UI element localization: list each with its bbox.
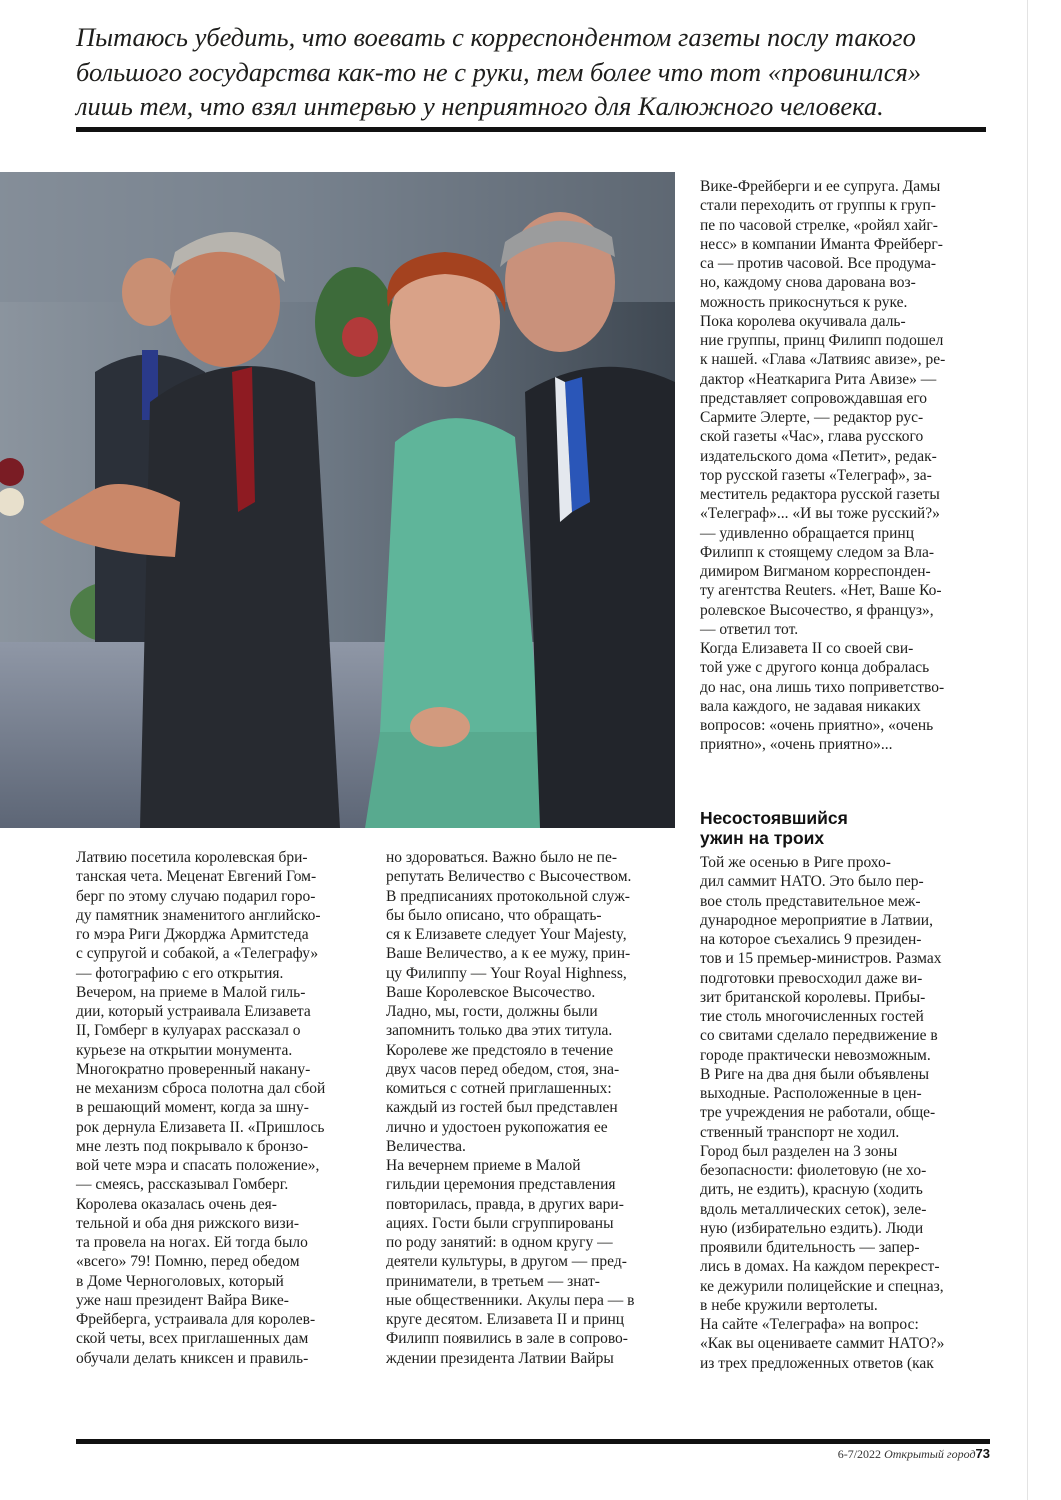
body-text-line: Вике-Фрейберги и ее супруга. Дамы bbox=[700, 178, 941, 195]
body-text-line: пе по часовой стрелке, «ройял хайг- bbox=[700, 216, 938, 234]
page-edge-strip bbox=[1027, 0, 1061, 1500]
body-text-line: вое столь представительное меж- bbox=[700, 892, 921, 910]
body-text-line: с супругой и собакой, а «Телеграфу» bbox=[76, 945, 319, 963]
body-text-line: ные общественники. Акулы пера — в bbox=[386, 1291, 635, 1309]
body-text-line: дить, не ездить), красную (ходить bbox=[700, 1181, 923, 1199]
body-text-line: ациях. Гости были сгруппированы bbox=[386, 1214, 614, 1232]
body-text-line: Сармите Элерте, — редактор рус- bbox=[700, 409, 924, 426]
body-text-line: запомнить только два этих титула. bbox=[386, 1022, 613, 1040]
body-text-line: курьезе на открытии монумента. bbox=[76, 1041, 293, 1059]
subhead-line: ужин на троих bbox=[700, 828, 825, 848]
body-text-line: — смеясь, рассказывал Гомберг. bbox=[76, 1176, 289, 1194]
body-text-line: ственный транспорт не ходил. bbox=[700, 1123, 900, 1141]
body-text-line: Вечером, на приеме в Малой гиль- bbox=[76, 983, 306, 1001]
body-text-line: приниматели, в третьем — знат- bbox=[386, 1272, 600, 1290]
page-number: 73 bbox=[975, 1446, 990, 1461]
body-text-line: повторилась, правда, в других вари- bbox=[386, 1195, 624, 1213]
body-text-line: но здороваться. Важно было не пе- bbox=[386, 849, 617, 866]
body-text-line: в небе кружили вертолеты. bbox=[700, 1296, 878, 1314]
pull-quote-line: Пытаюсь убедить, что воевать с корреспондентом газеты послу такого bbox=[76, 22, 916, 52]
body-text-line: издательского дома «Петит», редак- bbox=[700, 447, 937, 465]
body-text-line: ту агентства Reuters. «Нет, Ваше Ко- bbox=[700, 582, 942, 600]
photo-illustration bbox=[0, 172, 675, 828]
body-text-line: подготовки превосходил даже ви- bbox=[700, 969, 923, 987]
body-text-line: Величества. bbox=[386, 1137, 466, 1155]
body-text-line: до нас, она лишь тихо поприветство- bbox=[700, 678, 945, 696]
body-text-line: ке дежурили полицейские и спецназ, bbox=[700, 1277, 944, 1295]
body-text-line: не механизм сброса полотна дал сбой bbox=[76, 1080, 326, 1097]
page-footer bbox=[700, 1446, 990, 1462]
body-text-line: тре учреждения не работали, обще- bbox=[700, 1104, 936, 1122]
body-text-line: та провела на ногах. Ей тогда было bbox=[76, 1234, 308, 1251]
section-subhead bbox=[700, 808, 980, 848]
body-text-line: «Как вы оцениваете саммит НАТО?» bbox=[700, 1335, 945, 1353]
body-text-line: меститель редактора русской газеты bbox=[700, 486, 940, 503]
body-text-line: Королеве же предстояло в течение bbox=[386, 1041, 614, 1059]
pull-quote-line: лишь тем, что взял интервью у неприятного для Калюжного человека. bbox=[76, 91, 884, 121]
body-text-line: Пока королева окучивала даль- bbox=[700, 312, 906, 330]
body-text-line: той уже с другого конца добралась bbox=[700, 659, 930, 677]
body-text-line: — фотографию с его открытия. bbox=[76, 964, 284, 982]
body-text-line: гильдии церемония представления bbox=[386, 1176, 616, 1194]
body-text-line: вала каждого, не задавая никаких bbox=[700, 697, 921, 715]
issue-number: 6-7/2022 bbox=[837, 1447, 882, 1461]
body-text-line: в решающий момент, когда за шну- bbox=[76, 1099, 309, 1117]
body-text-line: «Телеграф»... «И вы тоже русский?» bbox=[700, 505, 940, 523]
body-text-line: Филипп к стоящему следом за Вла- bbox=[700, 543, 935, 561]
body-text-line: ской четы, всех приглашенных дам bbox=[76, 1330, 309, 1348]
body-text-line: Когда Елизавета II со своей сви- bbox=[700, 640, 914, 657]
body-text-line: к нашей. «Глава «Латвияс авизе», ре- bbox=[700, 351, 946, 369]
body-text-line: тов и 15 премьер-министров. Размах bbox=[700, 950, 942, 968]
body-text-line: Филипп появились в зале в сопрово- bbox=[386, 1330, 628, 1348]
footer-divider bbox=[76, 1439, 990, 1444]
body-text-line: рок дернула Елизавета II. «Пришлось bbox=[76, 1118, 325, 1136]
body-text-line: дил саммит НАТО. Это было пер- bbox=[700, 873, 924, 891]
body-text-line: Город был разделен на 3 зоны bbox=[700, 1142, 898, 1160]
pull-quote bbox=[76, 20, 996, 124]
text-column-right-bottom bbox=[700, 853, 990, 1373]
body-text-line: ской газеты «Час», глава русского bbox=[700, 428, 924, 446]
body-text-line: — удивленно обращается принц bbox=[700, 524, 915, 542]
body-text-line: комиться с сотней приглашенных: bbox=[386, 1080, 612, 1097]
body-text-line: Королева оказалась очень дея- bbox=[76, 1195, 277, 1213]
body-text-line: стали переходить от группы к груп- bbox=[700, 197, 936, 215]
body-text-line: обучали делать книксен и правиль- bbox=[76, 1349, 309, 1367]
body-text-line: ся к Елизавете следует Your Majesty, bbox=[386, 926, 627, 943]
body-text-line: круге десятом. Елизавета II и принц bbox=[386, 1311, 625, 1328]
body-text-line: Латвию посетила королевская бри- bbox=[76, 849, 308, 866]
body-text-line: из трех предложенных ответов (как bbox=[700, 1354, 934, 1372]
body-text-line: двух часов перед обедом, стоя, зна- bbox=[386, 1060, 620, 1078]
body-text-line: Фрейберга, устраивала для королев- bbox=[76, 1311, 316, 1328]
body-text-line: ждении президента Латвии Вайры bbox=[386, 1349, 614, 1367]
body-text-line: В Риге на два дня были объявлены bbox=[700, 1065, 930, 1083]
body-text-line: тие столь многочисленных гостей bbox=[700, 1008, 924, 1025]
body-text-line: ние группы, принц Филипп подошел bbox=[700, 332, 944, 349]
body-text-line: вдоль металлических сеток), зеле- bbox=[700, 1200, 927, 1218]
body-text-line: В предписаниях протокольной служ- bbox=[386, 887, 630, 905]
body-text-line: дактор «Неаткарига Рита Авизе» — bbox=[700, 370, 937, 388]
body-text-line: Ваше Королевское Высочество. bbox=[386, 983, 596, 1001]
body-text-line: «всего» 79! Помню, перед обедом bbox=[76, 1253, 300, 1271]
body-text-line: дународное мероприятие в Латвии, bbox=[700, 911, 933, 929]
body-text-line: тельной и оба дня рижского визи- bbox=[76, 1214, 300, 1232]
pull-quote-line: большого государства как-то не с руки, тем более что тот «провинился» bbox=[76, 56, 922, 87]
body-text-line: димиром Вигманом корреспонден- bbox=[700, 563, 931, 580]
text-column-middle bbox=[386, 848, 676, 1368]
body-text-line: в Доме Черноголовых, который bbox=[76, 1272, 284, 1290]
body-text-line: На вечернем приеме в Малой bbox=[386, 1157, 581, 1174]
body-text-line: вопросов: «очень приятно», «очень bbox=[700, 717, 934, 734]
body-text-line: можность прикоснуться к руке. bbox=[700, 293, 908, 311]
text-column-left bbox=[76, 848, 366, 1368]
body-text-line: несс» в компании Иманта Фрейберг- bbox=[700, 235, 943, 253]
body-text-line: Ваше Величество, а к ее мужу, прин- bbox=[386, 945, 631, 963]
body-text-line: приятно», «очень приятно»... bbox=[700, 736, 893, 754]
body-text-line: городе практически невозможным. bbox=[700, 1046, 931, 1064]
body-text-line: по роду занятий: в одном кругу — bbox=[386, 1234, 613, 1251]
body-text-line: берг по этому случаю подарил горо- bbox=[76, 887, 316, 905]
body-text-line: деятели культуры, в другом — пред- bbox=[386, 1253, 627, 1271]
body-text-line: са — против часовой. Все продума- bbox=[700, 255, 937, 272]
body-text-line: — ответил тот. bbox=[700, 620, 799, 638]
body-text-line: тор русской газеты «Телеграф», за- bbox=[700, 466, 932, 484]
body-text-line: проявили бдительность — запер- bbox=[700, 1239, 920, 1256]
body-text-line: безопасности: фиолетовую (не хо- bbox=[700, 1162, 927, 1179]
article-photo bbox=[0, 172, 675, 828]
body-text-line: ную (избирательно ездить). Люди bbox=[700, 1219, 924, 1237]
body-text-line: мне лезть под покрывало к бронзо- bbox=[76, 1137, 309, 1155]
body-text-line: лично и удостоен рукопожатия ее bbox=[386, 1118, 608, 1136]
subhead-line: Несостоявшийся bbox=[700, 808, 848, 828]
body-text-line: уже наш президент Вайра Вике- bbox=[76, 1291, 289, 1309]
body-text-line: но, каждому снова дарована воз- bbox=[700, 274, 916, 292]
magazine-name: Открытый город bbox=[884, 1447, 976, 1461]
text-column-right-top bbox=[700, 177, 990, 755]
body-text-line: на которое съехались 9 президен- bbox=[700, 931, 922, 948]
body-text-line: цу Филиппу — Your Royal Highness, bbox=[386, 964, 627, 982]
body-text-line: Той же осенью в Риге прохо- bbox=[700, 854, 891, 871]
body-text-line: представляет сопровождавшая его bbox=[700, 389, 928, 407]
body-text-line: На сайте «Телеграфа» на вопрос: bbox=[700, 1316, 919, 1333]
body-text-line: ролевское Высочество, я француз», bbox=[700, 601, 934, 619]
body-text-line: Ладно, мы, гости, должны были bbox=[386, 1003, 598, 1020]
body-text-line: со свитами сделало передвижение в bbox=[700, 1027, 938, 1045]
body-text-line: лись в домах. На каждом перекрест- bbox=[700, 1258, 940, 1276]
body-text-line: репутать Величество с Высочеством. bbox=[386, 868, 632, 886]
body-text-line: бы было описано, что обращать- bbox=[386, 906, 602, 924]
body-text-line: II, Гомберг в кулуарах рассказал о bbox=[76, 1022, 301, 1040]
body-text-line: танская чета. Меценат Евгений Гом- bbox=[76, 868, 317, 886]
body-text-line: каждый из гостей был представлен bbox=[386, 1099, 618, 1117]
body-text-line: Многократно проверенный накану- bbox=[76, 1060, 311, 1078]
body-text-line: вой чете мэра и спасать положение», bbox=[76, 1157, 320, 1174]
body-text-line: выходные. Расположенные в цен- bbox=[700, 1085, 922, 1102]
body-text-line: дии, который устраивала Елизавета bbox=[76, 1003, 311, 1020]
body-text-line: го мэра Риги Джорджа Армитстеда bbox=[76, 926, 309, 943]
body-text-line: ду памятник знаменитого английско- bbox=[76, 906, 321, 924]
pull-quote-divider bbox=[76, 127, 986, 132]
body-text-line: зит британской королевы. Прибы- bbox=[700, 988, 926, 1006]
